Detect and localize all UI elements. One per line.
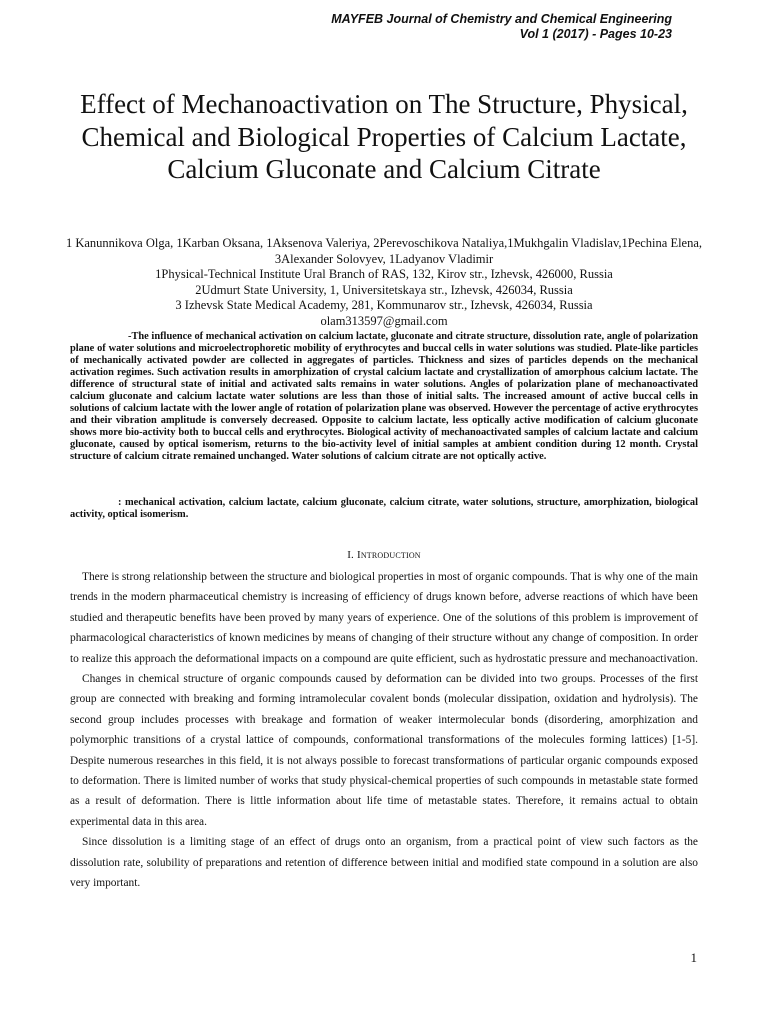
section-title: Introduction xyxy=(356,549,421,561)
journal-volume: Vol 1 (2017) - Pages 10-23 xyxy=(519,27,672,41)
paragraph: Since dissolution is a limiting stage of an effect of drugs onto an organism, from a practical point of view such factors as the dissolution rate, solubility of preparations and retention of difference between initial and modified state compound in a solution are also very important. xyxy=(70,836,698,890)
affiliation-3: 3 Izhevsk State Medical Academy, 281, Kommunarov str., Izhevsk, 426034, Russia xyxy=(175,298,593,312)
page-number: 1 xyxy=(690,950,697,965)
body-text xyxy=(70,567,698,894)
paragraph: Changes in chemical structure of organic compounds caused by deformation can be divided into two groups. Processes of the first group are connected with breaking and forming intramolecular covalent bonds (molecular dissipation, oxidation and hydrolysis). The second group includes processes with breakage and formation of weaker intermolecular bonds (disordering, amorphization and polymorphic transitions of a crystal lattice of compounds, conformational transformations of the molecules forming lattices) [1-5]. Despite numerous researches in this field, it is not always possible to forecast transformations of particular organic compounds exposed to deformation. There is limited number of works that study physical-chemical properties of such compounds in metastable state formed as a result of deformation. There is little information about life time of metastable states. Therefore, it remains actual to obtain experimental data in this area. xyxy=(70,673,698,828)
affiliation-2: 2Udmurt State University, 1, Universitetskaya str., Izhevsk, 426034, Russia xyxy=(195,282,573,297)
journal-name: MAYFEB Journal of Chemistry and Chemical Engineering xyxy=(331,12,672,26)
keywords xyxy=(70,497,698,521)
keywords-text: : mechanical activation, calcium lactate, calcium gluconate, calcium citrate, water solutions, structure, amorphization, biological activity, optical isomerism. xyxy=(70,497,698,520)
abstract-text: -The influence of mechanical activation on calcium lactate, gluconate and citrate structure, dissolution rate, angle of polarization plane of water solutions and microelectrophoretic mobility of erythrocytes and buccal cells in water solutions was studied. Plate-like particles of mechanically activated powder are collected in aggregates of particles. Thickness and sizes of particles depends on the mechanical activation regimes. Such activation results in amorphization of crystal calcium lactate and crystallization of amorphous calcium lactate. The difference of structural state of initial and activated salts remains in water solutions. Angles of polarization plane of mechanoactivated calcium gluconate and calcium lactate water solutions are less than those of initial salts. The increased amount of active buccal cells in solutions of calcium lactate with the lower angle of rotation of polarization plane was observed. However the percentage of active erythrocytes and their vibration amplitude is conversely decreased. Opposite to calcium lactate, less optically active modification of calcium gluconate shows more bio-activity both to buccal cells and erythrocytes. Biological activity of mechanoactivated samples of calcium lactate and calcium gluconate, caused by optical isomerism, returns to the bio-activity level of initial samples at ambient condition during 12 month. Crystal structure of calcium citrate remained unchanged. Water solutions of calcium citrate are not optically active. xyxy=(70,331,698,462)
affiliation-1: 1Physical-Technical Institute Ural Branch of RAS, 132, Kirov str., Izhevsk, 426000, Russia xyxy=(155,267,613,281)
author-names: 1 Kanunnikova Olga, 1Karban Oksana, 1Aksenova Valeriya, 2Perevoschikova Nataliya,1Mukhgalin Vladislav,1Pechina Elena, 3Alexander Solovyev, 1Ladyanov Vladimir xyxy=(65,236,703,266)
author-email: olam313597@gmail.com xyxy=(320,313,448,328)
paragraph: There is strong relationship between the structure and biological properties in most of organic compounds. That is why one of the main trends in the modern pharmaceutical chemistry is increasing of efficiency of drugs known before, adverse reactions of which have been studied and therapeutic benefits have been proved by many years of experience. One of the solutions of this problem is improvement of pharmacological characteristics of known medicines by means of changing of their structure without any change of composition. In order to realize this approach the deformational impacts on a compound are quite efficient, such as hydrostatic pressure and mechanoactivation. xyxy=(70,571,698,665)
journal-header xyxy=(331,12,672,42)
paper-title: Effect of Mechanoactivation on The Structure, Physical, Chemical and Biological Properties of Calcium Lactate, Calcium Gluconate and Calcium Citrate xyxy=(80,89,688,184)
section-number: I. xyxy=(347,549,357,561)
author-block xyxy=(60,236,708,329)
section-heading xyxy=(70,548,698,562)
abstract xyxy=(70,331,698,463)
